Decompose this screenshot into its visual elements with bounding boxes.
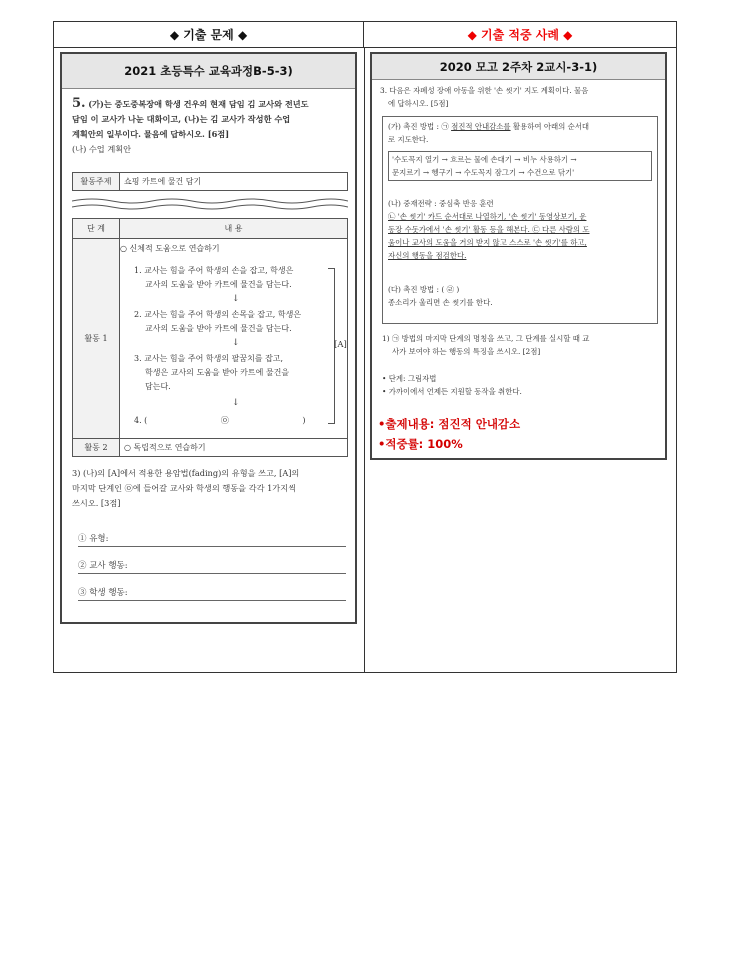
hit-rate: •적중률: 100% xyxy=(378,437,463,451)
right-exam-image xyxy=(370,52,667,460)
topic-label: 활동주제 xyxy=(73,173,120,191)
activity-2-label: 활동 2 xyxy=(73,439,120,457)
sub-question-3: 3) (나)의 [A]에서 적용한 용암법(fading)의 유형을 쓰고, [A]의 마지막 단계인 ㉧에 들어갈 교사와 학생의 행동을 각각 1가지씩 쓰시오. [3점] xyxy=(72,468,300,508)
plan-table-header xyxy=(72,172,348,191)
step-2: 2. 교사는 힘을 주어 학생의 손목을 잡고, 학생은 교사의 도움을 받아 카트에 물건을 담는다. xyxy=(134,310,302,333)
content-label: 내 용 xyxy=(120,219,348,239)
step-4: 4. ( ㉧ ) xyxy=(134,414,334,428)
answer-teacher-line: ② 교사 행동: xyxy=(78,559,346,574)
plan-label: (나) 수업 계획안 xyxy=(72,144,132,154)
activity-1-head: ○ 신체적 도움으로 연습하기 xyxy=(120,244,220,253)
sequence-box: '수도꼭지 열기 → 흐르는 물에 손대기 → 비누 사용하기 → 문지르기 → 헹구기 → 수도꼭지 잠그기 → 수건으로 닦기' xyxy=(388,151,652,181)
plan-box xyxy=(382,116,658,324)
header-exam-hits: ◆ 기출 적중 사례 ◆ xyxy=(364,22,676,48)
question-5-intro xyxy=(72,96,347,157)
ga-line-2: 로 지도한다. xyxy=(388,135,429,144)
arrow-down-icon: ↓ xyxy=(232,398,240,408)
activity-2-text: ○ 독립적으로 연습하기 xyxy=(120,439,348,457)
right-sub-question: 1) ㉠ 방법의 마지막 단계의 명칭을 쓰고, 그 단계를 실시할 때 교 사가 보여야 하는 행동의 특징을 쓰시오. [2점] xyxy=(382,334,590,356)
stage-label: 단 계 xyxy=(73,219,120,239)
intro-line-3: 계획안의 일부이다. 물음에 답하시오. [6점] xyxy=(72,129,230,139)
intro-line-1: (가)는 중도중복장애 학생 건우의 현재 담임 김 교사와 전년도 xyxy=(88,99,309,109)
activity-1-label: 활동 1 xyxy=(73,239,120,439)
topic-value: 쇼핑 카트에 물건 담기 xyxy=(120,173,348,191)
right-title: 2020 모고 2주차 2교시-3-1) xyxy=(372,54,665,80)
column-divider xyxy=(364,48,365,672)
da-section: (다) 촉진 방법 : ( ㉣ ) 종소리가 울리면 손 씻기를 한다. xyxy=(388,285,493,307)
right-question-intro: 3. 다음은 자폐성 장애 아동을 위한 '손 씻기' 지도 계획이다. 물음 에 답하시오. [5점] xyxy=(380,86,589,108)
right-answer: • 단계: 그림자법 • 가까이에서 언제든 지원할 동작을 취한다. xyxy=(382,374,522,396)
left-title: 2021 초등특수 교육과정B-5-3) xyxy=(62,54,355,89)
ga-line-1: (가) 촉진 방법 : ㉠ 점진적 안내감소를 활용하여 아래의 순서대 xyxy=(388,122,590,131)
table-break-mark xyxy=(72,194,348,216)
arrow-down-icon: ↓ xyxy=(232,294,240,304)
step-4-blank: ㉧ xyxy=(220,416,229,425)
hit-content: •출제내용: 점진적 안내감소 xyxy=(378,417,521,431)
answer-student-line: ③ 학생 행동: xyxy=(78,586,346,601)
step-1: 1. 교사는 힘을 주어 학생의 손을 잡고, 학생은 교사의 도움을 받아 카트에 물건을 담는다. xyxy=(134,266,294,289)
question-number: 5. xyxy=(72,96,86,111)
intro-line-2: 담임 이 교사가 나눈 대화이고, (나)는 김 교사가 작성한 수업 xyxy=(72,114,291,124)
left-exam-image xyxy=(60,52,357,624)
comparison-table xyxy=(53,21,677,673)
arrow-down-icon: ↓ xyxy=(232,338,240,348)
na-section: (나) 중재전략 : 중심축 반응 훈련 ㉡ '손 씻기' 카드 순서대로 나열하기, '손 씻기' 동영상보기, 운 동장 수돗가에서 '손 씻기' 활동 등을 해본다. ㉢ 다른 사람의 도 움이나 교사의 도움을 거의 받지 않고 스스로 '손 씻기'를 하고, 자신의 행동을 점검한다. xyxy=(388,199,590,260)
answer-type-line: ① 유형: xyxy=(78,532,346,547)
step-3: 3. 교사는 힘을 주어 학생의 팔꿈치를 잡고, 학생은 교사의 도움을 받아 카트에 물건을 담는다. xyxy=(134,354,290,391)
bracket-a-label: [A] xyxy=(334,340,347,350)
header-exam-questions: ◆ 기출 문제 ◆ xyxy=(54,22,364,48)
